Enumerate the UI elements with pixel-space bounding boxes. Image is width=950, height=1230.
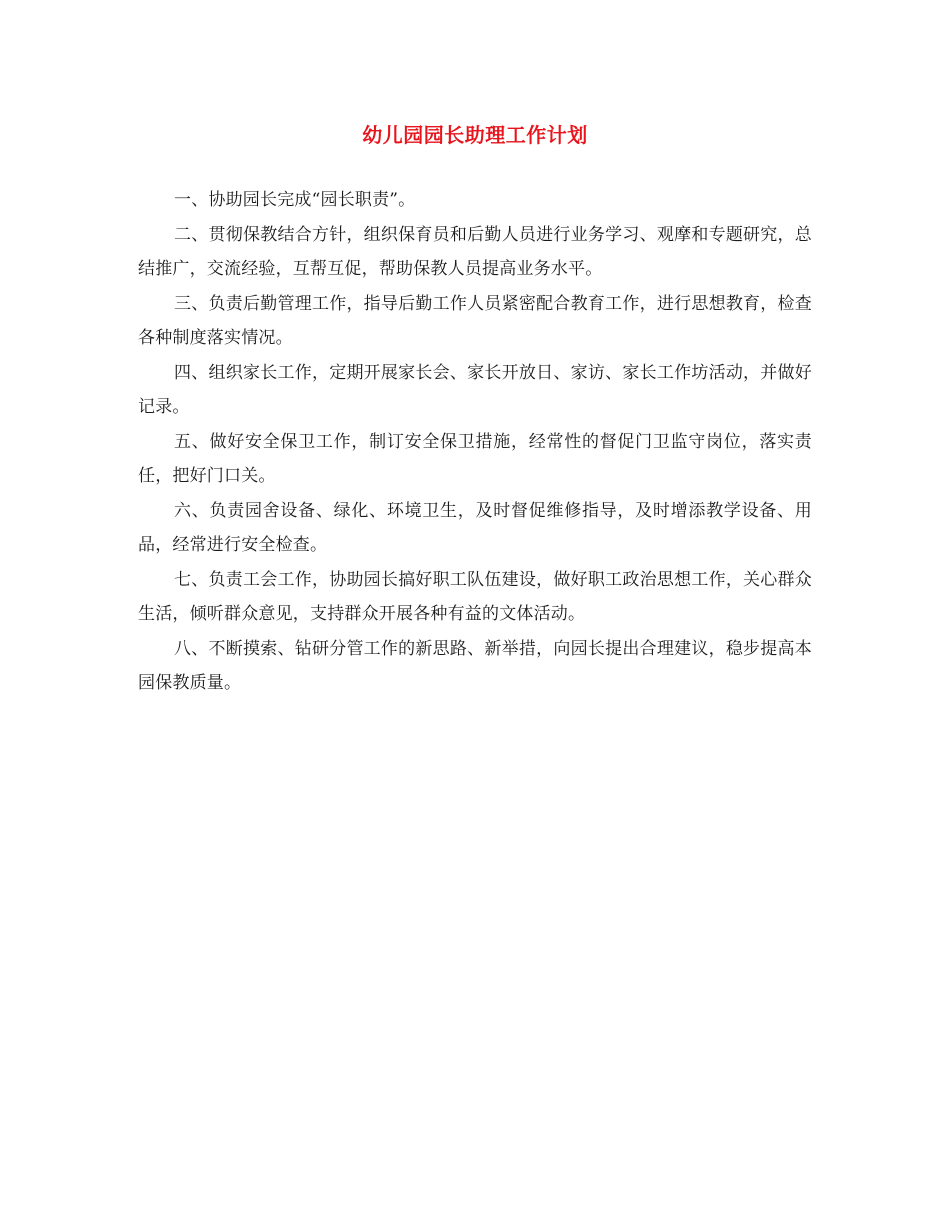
paragraph-3: 三、负责后勤管理工作，指导后勤工作人员紧密配合教育工作，进行思想教育，检查各种制度落实情况。 — [138, 293, 812, 348]
paragraph-1: 一、协助园长完成“园长职责”。 — [174, 190, 416, 210]
paragraph-7: 七、负责工会工作，协助园长搞好职工队伍建设，做好职工政治思想工作，关心群众生活，倾听群众意见，支持群众开展各种有益的文体活动。 — [138, 569, 812, 624]
document-title: 幼儿园园长助理工作计划 — [362, 123, 588, 147]
paragraph-6: 六、负责园舍设备、绿化、环境卫生，及时督促维修指导，及时增添教学设备、用品，经常进行安全检查。 — [138, 500, 812, 555]
document-body — [138, 183, 812, 701]
paragraph-4: 四、组织家长工作，定期开展家长会、家长开放日、家访、家长工作坊活动，并做好记录。 — [138, 362, 812, 417]
paragraph-5: 五、做好安全保卫工作，制订安全保卫措施，经常性的督促门卫监守岗位，落实责任，把好门口关。 — [138, 431, 812, 486]
paragraph-2: 二、贯彻保教结合方针，组织保育员和后勤人员进行业务学习、观摩和专题研究，总结推广，交流经验，互帮互促，帮助保教人员提高业务水平。 — [138, 224, 812, 279]
paragraph-8: 八、不断摸索、钻研分管工作的新思路、新举措，向园长提出合理建议，稳步提高本园保教质量。 — [138, 638, 812, 693]
